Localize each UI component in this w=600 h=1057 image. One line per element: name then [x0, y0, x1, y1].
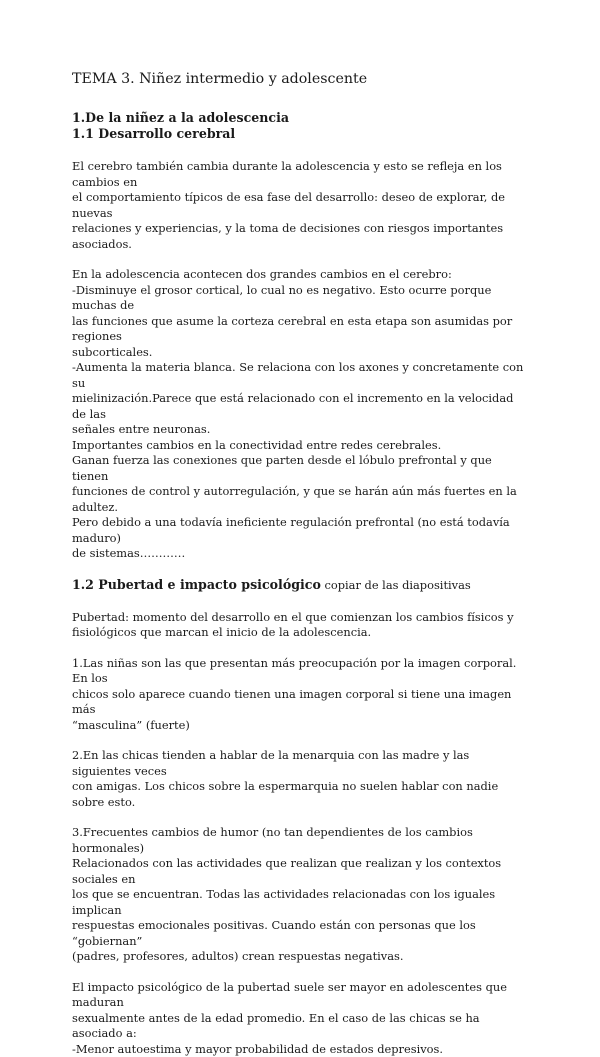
text-line: Relacionados con las actividades que realizan que realizan y los contextos sociales en	[72, 856, 530, 887]
text-line: señales entre neuronas.	[72, 422, 530, 438]
text-line: con amigas. Los chicos sobre la espermarquia no suelen hablar con nadie sobre esto.	[72, 779, 530, 810]
text-line: sexualmente antes de la edad promedio. En el caso de las chicas se ha asociado a:	[72, 1011, 530, 1042]
text-line: las funciones que asume la corteza cerebral en esta etapa son asumidas por regiones	[72, 314, 530, 345]
text-line: 2.En las chicas tienden a hablar de la menarquia con las madre y las siguientes veces	[72, 748, 530, 779]
text-line: El cerebro también cambia durante la adolescencia y esto se refleja en los cambios en	[72, 159, 530, 190]
text-line: chicos solo aparece cuando tienen una imagen corporal si tiene una imagen más	[72, 687, 530, 718]
text-line: -Disminuye el grosor cortical, lo cual no es negativo. Esto ocurre porque muchas de	[72, 283, 530, 314]
text-line: -Aumenta la materia blanca. Se relaciona con los axones y concretamente con su	[72, 360, 530, 391]
subsection-heading-desarrollo-cerebral: 1.1 Desarrollo cerebral	[72, 126, 530, 142]
subsection-note: copiar de las diapositivas	[321, 578, 471, 592]
text-line: (padres, profesores, adultos) crean respuestas negativas.	[72, 949, 530, 965]
subsection-heading-pubertad	[72, 577, 530, 593]
document-title: TEMA 3. Niñez intermedio y adolescente	[72, 70, 530, 88]
text-line: Pero debido a una todavía ineficiente regulación prefrontal (no está todavía maduro)	[72, 515, 530, 546]
text-line: Pubertad: momento del desarrollo en el que comienzan los cambios físicos y	[72, 610, 530, 626]
text-line: Importantes cambios en la conectividad entre redes cerebrales.	[72, 438, 530, 454]
section-heading: 1.De la niñez a la adolescencia	[72, 110, 530, 126]
text-line: Ganan fuerza las conexiones que parten desde el lóbulo prefrontal y que tienen	[72, 453, 530, 484]
text-line: funciones de control y autorregulación, y que se harán aún más fuertes en la adultez.	[72, 484, 530, 515]
text-line: “masculina” (fuerte)	[72, 718, 530, 734]
text-line: 1.Las niñas son las que presentan más preocupación por la imagen corporal. En los	[72, 656, 530, 687]
text-line: subcorticales.	[72, 345, 530, 361]
subsection-heading-text: 1.2 Pubertad e impacto psicológico	[72, 577, 321, 592]
text-line: -Menor autoestima y mayor probabilidad de estados depresivos.	[72, 1042, 530, 1057]
text-line: En la adolescencia acontecen dos grandes cambios en el cerebro:	[72, 267, 530, 283]
text-line: relaciones y experiencias, y la toma de decisiones con riesgos importantes asociados.	[72, 221, 530, 252]
text-line: el comportamiento típicos de esa fase del desarrollo: deseo de explorar, de nuevas	[72, 190, 530, 221]
text-line: fisiológicos que marcan el inicio de la adolescencia.	[72, 625, 530, 641]
text-line: de sistemas…………	[72, 546, 530, 562]
text-line: los que se encuentran. Todas las actividades relacionadas con los iguales implican	[72, 887, 530, 918]
text-line: El impacto psicológico de la pubertad suele ser mayor en adolescentes que maduran	[72, 980, 530, 1011]
text-line: respuestas emocionales positivas. Cuando están con personas que los “gobiernan”	[72, 918, 530, 949]
text-line: 3.Frecuentes cambios de humor (no tan dependientes de los cambios hormonales)	[72, 825, 530, 856]
text-line: mielinización.Parece que está relacionado con el incremento en la velocidad de las	[72, 391, 530, 422]
